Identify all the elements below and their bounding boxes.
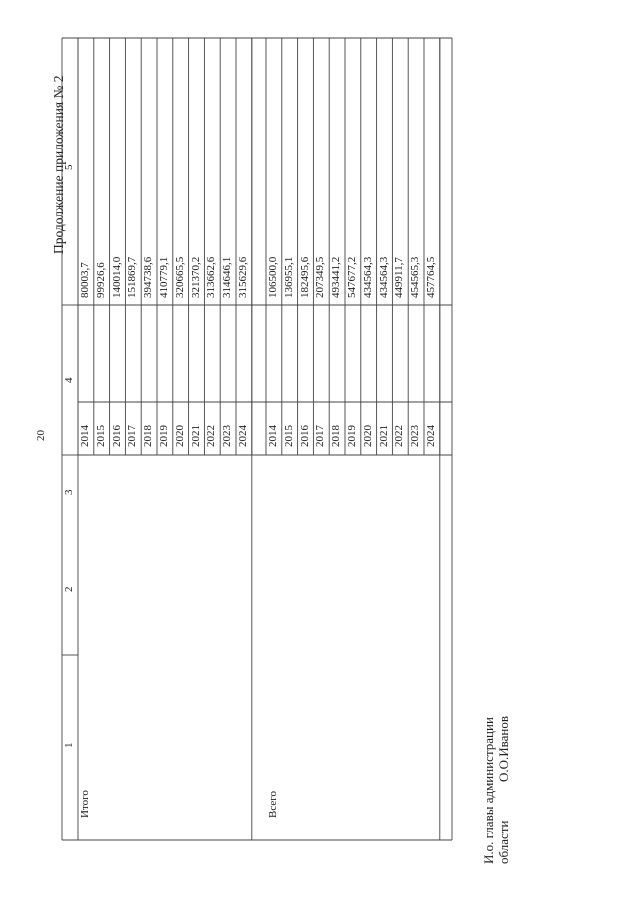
year-cell: 2016 (298, 425, 311, 447)
value-cell: 394738,6 (142, 256, 155, 298)
signature-region: области (496, 820, 511, 864)
group-label: Всего (267, 791, 279, 818)
value-cell: 454565,3 (409, 256, 422, 298)
value-cell: 313662,6 (205, 256, 218, 298)
year-cell: 2018 (330, 425, 343, 447)
year-cell: 2021 (189, 425, 202, 447)
value-cell: 80003,7 (79, 262, 91, 298)
value-cell: 434564,3 (361, 256, 374, 298)
year-cell: 2014 (267, 425, 279, 447)
year-cell: 2020 (361, 425, 374, 447)
value-cell: 410779,1 (158, 256, 170, 298)
value-cell: 314646,1 (221, 256, 234, 298)
year-cell: 2021 (377, 425, 390, 447)
value-cell: 434564,3 (377, 256, 390, 298)
year-cell: 2023 (221, 425, 234, 447)
header-number-2: 2 (63, 586, 75, 592)
year-cell: 2020 (173, 425, 186, 447)
value-cell: 99926,6 (94, 262, 107, 298)
year-cell: 2019 (346, 425, 358, 447)
year-cell: 2015 (94, 425, 107, 447)
header-number-3: 3 (63, 489, 75, 495)
year-cell: 2016 (110, 425, 123, 447)
value-cell: 182495,6 (298, 256, 311, 298)
header-number-4: 4 (63, 377, 75, 383)
year-cell: 2024 (425, 425, 437, 447)
value-cell: 320665,5 (173, 256, 186, 298)
value-cell: 140014,0 (110, 256, 123, 298)
year-cell: 2019 (158, 425, 170, 447)
year-cell: 2018 (142, 425, 155, 447)
value-cell: 315629,6 (237, 256, 249, 298)
year-cell: 2015 (282, 425, 295, 447)
value-cell: 547677,2 (346, 256, 358, 298)
year-cell: 2022 (393, 425, 406, 447)
continuation-heading: Продолжение приложения № 2 (51, 75, 66, 254)
year-cell: 2017 (126, 425, 139, 447)
year-cell: 2017 (314, 425, 327, 447)
value-cell: 151869,7 (126, 256, 139, 298)
signature-name: О.О.Иванов (496, 716, 511, 782)
value-cell: 207349,5 (314, 256, 327, 298)
group-label: Итого (79, 790, 91, 818)
signature-title: И.о. главы администрации (481, 717, 496, 864)
year-cell: 2014 (79, 425, 91, 447)
year-cell: 2024 (237, 425, 249, 447)
value-cell: 321370,2 (189, 256, 202, 298)
header-number-5: 5 (63, 164, 75, 170)
value-cell: 449911,7 (393, 257, 406, 298)
year-cell: 2023 (409, 425, 422, 447)
value-cell: 457764,5 (425, 256, 437, 298)
page-number: 20 (35, 430, 47, 441)
header-number-1: 1 (63, 742, 75, 748)
value-cell: 493441,2 (330, 256, 343, 298)
value-cell: 136955,1 (282, 256, 295, 298)
year-cell: 2022 (205, 425, 218, 447)
value-cell: 106500,0 (267, 256, 279, 298)
